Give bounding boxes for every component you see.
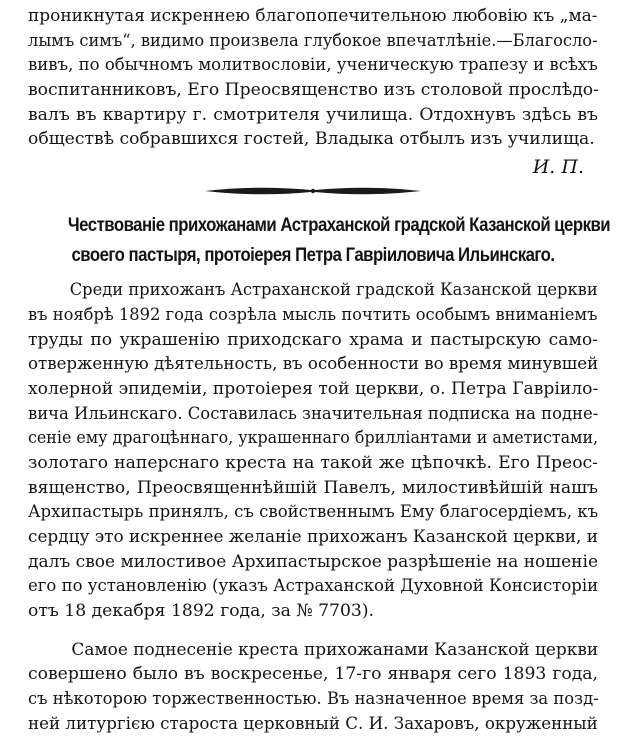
text-line: Самое поднесеніе креста прихожанами Казанской церкви xyxy=(71,639,599,660)
text-line: валъ въ квартиру г. смотрителя училища. Отдохнувъ здѣсь въ xyxy=(28,104,598,125)
article-paragraph-1 xyxy=(28,278,598,624)
text-line: вича Ильинскаго. Составилась значительная подписка на подне- xyxy=(28,403,599,424)
text-line: воспитанниковъ, Его Преосвященство изъ столовой прослѣдо- xyxy=(28,80,599,101)
text-line: далъ свое милостивое Архипастырское разрѣшеніе на ношеніе xyxy=(28,551,599,572)
text-line: его по установленію (указъ Астраханской Духовной Консисторіи xyxy=(28,576,599,597)
text-line: отверженную дѣятельность, въ особенности во время минувшей xyxy=(28,354,599,375)
text-line: вивъ, по обычномъ молитвословіи, ученическую трапезу и всѣхъ xyxy=(28,55,598,76)
title-line: Чествованіе прихожанами Астраханской градской Казанской церкви xyxy=(67,214,611,237)
previous-section-text xyxy=(28,4,598,152)
text-line: вященство, Преосвященнѣйшій Павелъ, милостивѣйшій нашъ xyxy=(28,477,598,498)
text-line: съ нѣкоторою торжественностью. Въ назначенное время за позд- xyxy=(28,689,599,710)
article-title xyxy=(28,210,611,270)
text-line: Среди прихожанъ Астраханской градской Казанской церкви xyxy=(69,280,598,301)
text-line: труды по украшенію приходскаго храма и пастырскую само- xyxy=(28,329,598,350)
double-leaf-divider-icon xyxy=(203,184,423,198)
text-line: въ ноябрѣ 1892 года созрѣла мысль почтить особымъ вниманіемъ xyxy=(28,304,598,325)
article-paragraph-2 xyxy=(28,638,598,737)
author-signature: И. П. xyxy=(532,156,584,179)
text-line: отъ 18 декабря 1892 года, за № 7703). xyxy=(28,601,375,622)
document-page xyxy=(28,0,611,737)
text-line: холерной эпидеміи, протоіерея той церкви, о. Петра Гавріило- xyxy=(28,378,599,399)
text-line: обществѣ собравшихся гостей, Владыка отбылъ изъ училища. xyxy=(28,129,595,150)
text-line: совершено было въ воскресенье, 17-го января сего 1893 года, xyxy=(28,664,598,685)
text-line: сеніе ему драгоцѣннаго, украшеннаго брилліантами и аметистами, xyxy=(28,428,599,449)
text-line: сердцу это искреннее желаніе прихожанъ Казанской церкви, и xyxy=(28,527,598,547)
text-line: ней литургією староста церковный С. И. Захаровъ, окруженный xyxy=(28,713,598,734)
section-divider xyxy=(28,184,598,198)
text-line: проникнутая искреннею благопопечительною любовію къ „ма- xyxy=(28,6,598,26)
text-line: лымъ симъ“, видимо произвела глубокое впечатлѣніе.—Благосло- xyxy=(28,30,598,51)
title-line: своего пастыря, протоіерея Петра Гавріиловича Ильинскаго. xyxy=(71,244,555,267)
text-line: золотаго наперснаго креста на такой же цѣпочкѣ. Его Преос- xyxy=(28,452,598,473)
text-line: Архипастырь принялъ, съ свойственнымъ Ему благосердіемъ, къ xyxy=(28,502,599,523)
